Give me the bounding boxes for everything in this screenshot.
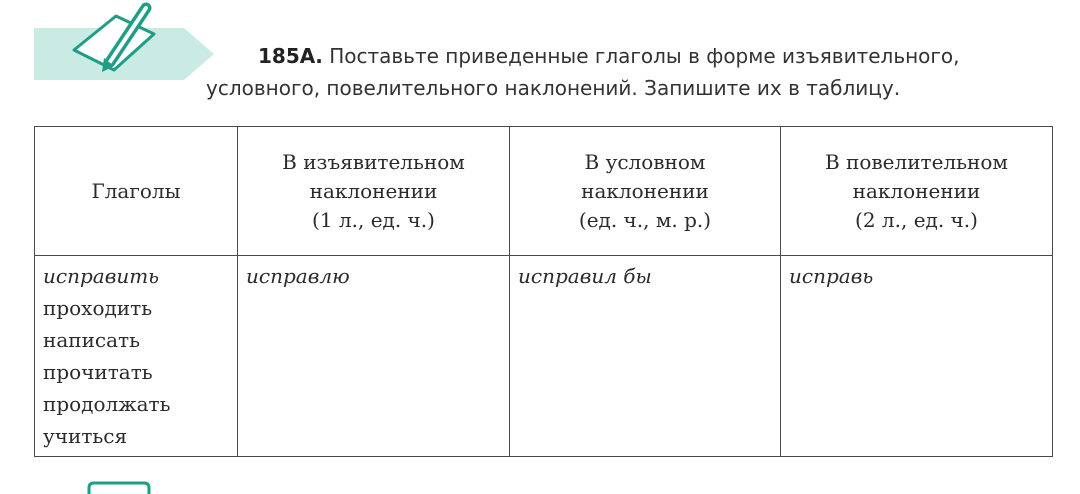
header-line: (2 л., ед. ч.) (855, 207, 978, 232)
header-imperative (781, 127, 1053, 256)
imperative-cell (781, 256, 1053, 457)
header-indicative (238, 127, 510, 256)
header-line: В условном (584, 149, 706, 174)
verb-item: прочитать (43, 360, 153, 384)
header-line: В повелительном (825, 149, 1008, 174)
conditional-cell (510, 256, 781, 457)
header-line: В изъявительном (282, 149, 465, 174)
table-row (35, 256, 1053, 457)
task-text (206, 40, 1052, 104)
pencil-paper-icon (34, 0, 224, 84)
header-line: наклонении (581, 178, 709, 203)
verbs-cell (35, 256, 238, 457)
box-icon (86, 480, 152, 494)
indicative-cell (238, 256, 510, 457)
indicative-example: исправлю (246, 264, 350, 288)
task-line-2: условного, повелительного наклонений. Запишите их в таблицу. (206, 76, 901, 100)
header-verbs (35, 127, 238, 256)
verbs-table (34, 126, 1053, 457)
header-line: Глаголы (91, 178, 181, 203)
header-line: (ед. ч., м. р.) (578, 207, 712, 232)
verb-item: продолжать (43, 392, 171, 416)
header-line: наклонении (852, 178, 981, 203)
verb-item: написать (43, 328, 140, 352)
task-line-1: Поставьте приведенные глаголы в форме изъявительного, (329, 44, 960, 68)
header-line: (1 л., ед. ч.) (312, 207, 435, 232)
imperative-example: исправь (789, 264, 874, 288)
task-number: 185А. (258, 44, 323, 68)
conditional-example: исправил бы (518, 264, 652, 288)
header-line: наклонении (309, 178, 438, 203)
verb-item: учиться (43, 424, 128, 448)
verb-item: проходить (43, 296, 153, 320)
header-conditional (510, 127, 781, 256)
table-header-row (35, 127, 1053, 256)
verb-item: исправить (43, 264, 160, 288)
